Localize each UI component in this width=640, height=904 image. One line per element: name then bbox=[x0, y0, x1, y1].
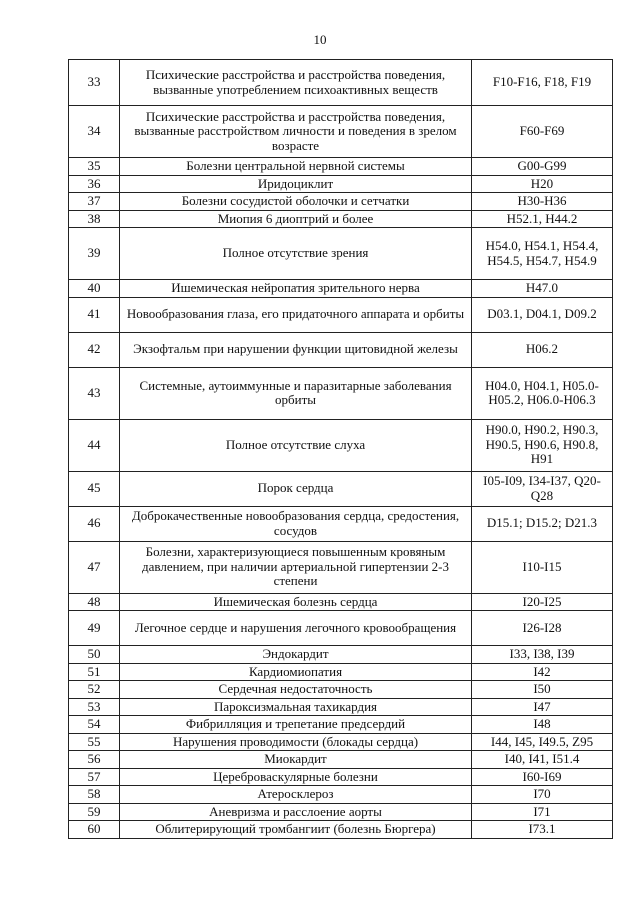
icd-code: I20-I25 bbox=[472, 593, 613, 611]
row-number: 39 bbox=[69, 228, 120, 280]
disease-name: Миокардит bbox=[120, 751, 472, 769]
table-row bbox=[69, 297, 613, 332]
icd-code: D15.1; D15.2; D21.3 bbox=[472, 506, 613, 541]
row-number: 58 bbox=[69, 786, 120, 804]
row-number: 46 bbox=[69, 506, 120, 541]
table-row bbox=[69, 228, 613, 280]
row-number: 59 bbox=[69, 803, 120, 821]
disease-name: Иридоциклит bbox=[120, 175, 472, 193]
row-number: 40 bbox=[69, 280, 120, 298]
table-row bbox=[69, 367, 613, 419]
icd-code: D03.1, D04.1, D09.2 bbox=[472, 297, 613, 332]
table-row bbox=[69, 786, 613, 804]
table-row bbox=[69, 716, 613, 734]
icd-code: I60-I69 bbox=[472, 768, 613, 786]
row-number: 48 bbox=[69, 593, 120, 611]
row-number: 45 bbox=[69, 471, 120, 506]
icd-code: I71 bbox=[472, 803, 613, 821]
icd-code: I50 bbox=[472, 681, 613, 699]
row-number: 56 bbox=[69, 751, 120, 769]
row-number: 34 bbox=[69, 106, 120, 158]
icd-code: F60-F69 bbox=[472, 106, 613, 158]
disease-name: Легочное сердце и нарушения легочного кровообращения bbox=[120, 611, 472, 646]
disease-name: Миопия 6 диоптрий и более bbox=[120, 210, 472, 228]
icd-code: H54.0, H54.1, H54.4, H54.5, H54.7, H54.9 bbox=[472, 228, 613, 280]
disease-name: Ишемическая болезнь сердца bbox=[120, 593, 472, 611]
disease-name: Болезни сосудистой оболочки и сетчатки bbox=[120, 193, 472, 211]
disease-name: Атеросклероз bbox=[120, 786, 472, 804]
row-number: 60 bbox=[69, 821, 120, 839]
icd-code: I73.1 bbox=[472, 821, 613, 839]
icd-code: H30-H36 bbox=[472, 193, 613, 211]
row-number: 53 bbox=[69, 698, 120, 716]
disease-name: Облитерирующий тромбангиит (болезнь Бюргера) bbox=[120, 821, 472, 839]
disease-name: Системные, аутоиммунные и паразитарные заболевания орбиты bbox=[120, 367, 472, 419]
disease-name: Болезни, характеризующиеся повышенным кровяным давлением, при наличии артериальной гипертензии 2-3 степени bbox=[120, 541, 472, 593]
row-number: 43 bbox=[69, 367, 120, 419]
icd-code: G00-G99 bbox=[472, 158, 613, 176]
page-number: 10 bbox=[313, 32, 327, 47]
table-row bbox=[69, 698, 613, 716]
icd-code: H47.0 bbox=[472, 280, 613, 298]
icd-code: H20 bbox=[472, 175, 613, 193]
disease-name: Цереброваскулярные болезни bbox=[120, 768, 472, 786]
icd-code: I70 bbox=[472, 786, 613, 804]
row-number: 57 bbox=[69, 768, 120, 786]
row-number: 42 bbox=[69, 332, 120, 367]
row-number: 37 bbox=[69, 193, 120, 211]
table-row bbox=[69, 593, 613, 611]
disease-name: Новообразования глаза, его придаточного аппарата и орбиты bbox=[120, 297, 472, 332]
icd-code: I42 bbox=[472, 663, 613, 681]
row-number: 51 bbox=[69, 663, 120, 681]
row-number: 47 bbox=[69, 541, 120, 593]
disease-code-table bbox=[68, 59, 613, 839]
table-row bbox=[69, 175, 613, 193]
table-row bbox=[69, 193, 613, 211]
icd-code: I40, I41, I51.4 bbox=[472, 751, 613, 769]
icd-code: H04.0, H04.1, H05.0-H05.2, H06.0-H06.3 bbox=[472, 367, 613, 419]
row-number: 52 bbox=[69, 681, 120, 699]
table-row bbox=[69, 506, 613, 541]
disease-name: Полное отсутствие зрения bbox=[120, 228, 472, 280]
icd-code: H90.0, H90.2, H90.3, H90.5, H90.6, H90.8, H91 bbox=[472, 419, 613, 471]
icd-code: I26-I28 bbox=[472, 611, 613, 646]
table-row bbox=[69, 60, 613, 106]
icd-code: H52.1, H44.2 bbox=[472, 210, 613, 228]
row-number: 55 bbox=[69, 733, 120, 751]
table-row bbox=[69, 419, 613, 471]
disease-name: Порок сердца bbox=[120, 471, 472, 506]
icd-code: I10-I15 bbox=[472, 541, 613, 593]
table-row bbox=[69, 158, 613, 176]
table-row bbox=[69, 541, 613, 593]
table-row bbox=[69, 106, 613, 158]
disease-name: Болезни центральной нервной системы bbox=[120, 158, 472, 176]
row-number: 49 bbox=[69, 611, 120, 646]
disease-name: Доброкачественные новообразования сердца, средостения, сосудов bbox=[120, 506, 472, 541]
row-number: 44 bbox=[69, 419, 120, 471]
disease-name: Фибрилляция и трепетание предсердий bbox=[120, 716, 472, 734]
row-number: 35 bbox=[69, 158, 120, 176]
disease-name: Аневризма и расслоение аорты bbox=[120, 803, 472, 821]
icd-code: I47 bbox=[472, 698, 613, 716]
row-number: 41 bbox=[69, 297, 120, 332]
table-row bbox=[69, 663, 613, 681]
table-row bbox=[69, 768, 613, 786]
table-row bbox=[69, 210, 613, 228]
disease-name: Ишемическая нейропатия зрительного нерва bbox=[120, 280, 472, 298]
disease-name: Нарушения проводимости (блокады сердца) bbox=[120, 733, 472, 751]
icd-code: H06.2 bbox=[472, 332, 613, 367]
table-body bbox=[69, 60, 613, 839]
disease-name: Сердечная недостаточность bbox=[120, 681, 472, 699]
row-number: 36 bbox=[69, 175, 120, 193]
row-number: 50 bbox=[69, 646, 120, 664]
disease-name: Экзофтальм при нарушении функции щитовидной железы bbox=[120, 332, 472, 367]
icd-code: I33, I38, I39 bbox=[472, 646, 613, 664]
table-row bbox=[69, 471, 613, 506]
icd-code: F10-F16, F18, F19 bbox=[472, 60, 613, 106]
table-row bbox=[69, 681, 613, 699]
table-row bbox=[69, 280, 613, 298]
table-row bbox=[69, 803, 613, 821]
table-row bbox=[69, 332, 613, 367]
icd-code: I48 bbox=[472, 716, 613, 734]
icd-code: I44, I45, I49.5, Z95 bbox=[472, 733, 613, 751]
disease-name: Полное отсутствие слуха bbox=[120, 419, 472, 471]
row-number: 38 bbox=[69, 210, 120, 228]
row-number: 33 bbox=[69, 60, 120, 106]
icd-code: I05-I09, I34-I37, Q20-Q28 bbox=[472, 471, 613, 506]
disease-name: Пароксизмальная тахикардия bbox=[120, 698, 472, 716]
row-number: 54 bbox=[69, 716, 120, 734]
disease-name: Психические расстройства и расстройства поведения, вызванные расстройством личности и поведения в зрелом возрасте bbox=[120, 106, 472, 158]
disease-name: Психические расстройства и расстройства поведения, вызванные употреблением психоактивных веществ bbox=[120, 60, 472, 106]
table-row bbox=[69, 821, 613, 839]
table-row bbox=[69, 733, 613, 751]
disease-name: Кардиомиопатия bbox=[120, 663, 472, 681]
table-row bbox=[69, 751, 613, 769]
disease-name: Эндокардит bbox=[120, 646, 472, 664]
table-row bbox=[69, 646, 613, 664]
table-row bbox=[69, 611, 613, 646]
